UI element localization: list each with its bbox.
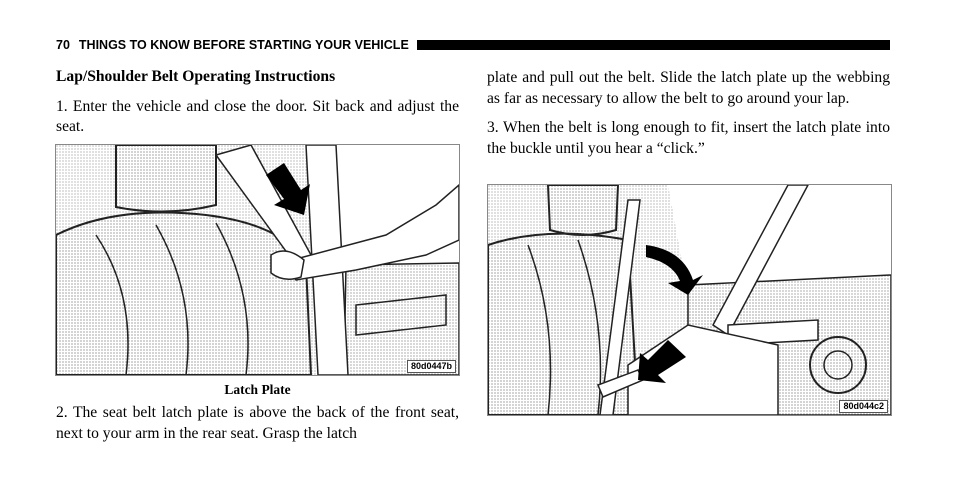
latch-plate-drawing bbox=[56, 145, 459, 375]
figure-caption: Latch Plate bbox=[224, 382, 291, 397]
right-column-top bbox=[487, 68, 890, 159]
left-column-top bbox=[56, 67, 459, 138]
latch-plate-illustration bbox=[55, 144, 460, 376]
figure-code: 80d0447b bbox=[407, 360, 456, 373]
buckle-drawing bbox=[488, 185, 891, 415]
buckle-illustration bbox=[487, 184, 892, 416]
step-1-text: 1. Enter the vehicle and close the door. Sit back and adjust the seat. bbox=[56, 97, 459, 135]
step-2-text-start: 2. The seat belt latch plate is above the back of the front seat, next to your arm in the rear seat. Grasp the latch bbox=[56, 404, 459, 442]
header-rule bbox=[417, 40, 890, 50]
step-3-text: 3. When the belt is long enough to fit, insert the latch plate into the buckle until you hear a “click.” bbox=[487, 119, 890, 157]
step-2-text-continued: plate and pull out the belt. Slide the latch plate up the webbing as far as necessary to allow the belt to go around your lap. bbox=[487, 69, 890, 107]
running-header bbox=[56, 38, 890, 52]
section-heading: Lap/Shoulder Belt Operating Instructions bbox=[56, 68, 336, 85]
figure-code: 80d044c2 bbox=[839, 400, 888, 413]
page-number: 70 bbox=[56, 38, 70, 52]
chapter-title: THINGS TO KNOW BEFORE STARTING YOUR VEHICLE bbox=[78, 38, 409, 52]
left-column-bottom bbox=[56, 403, 459, 444]
